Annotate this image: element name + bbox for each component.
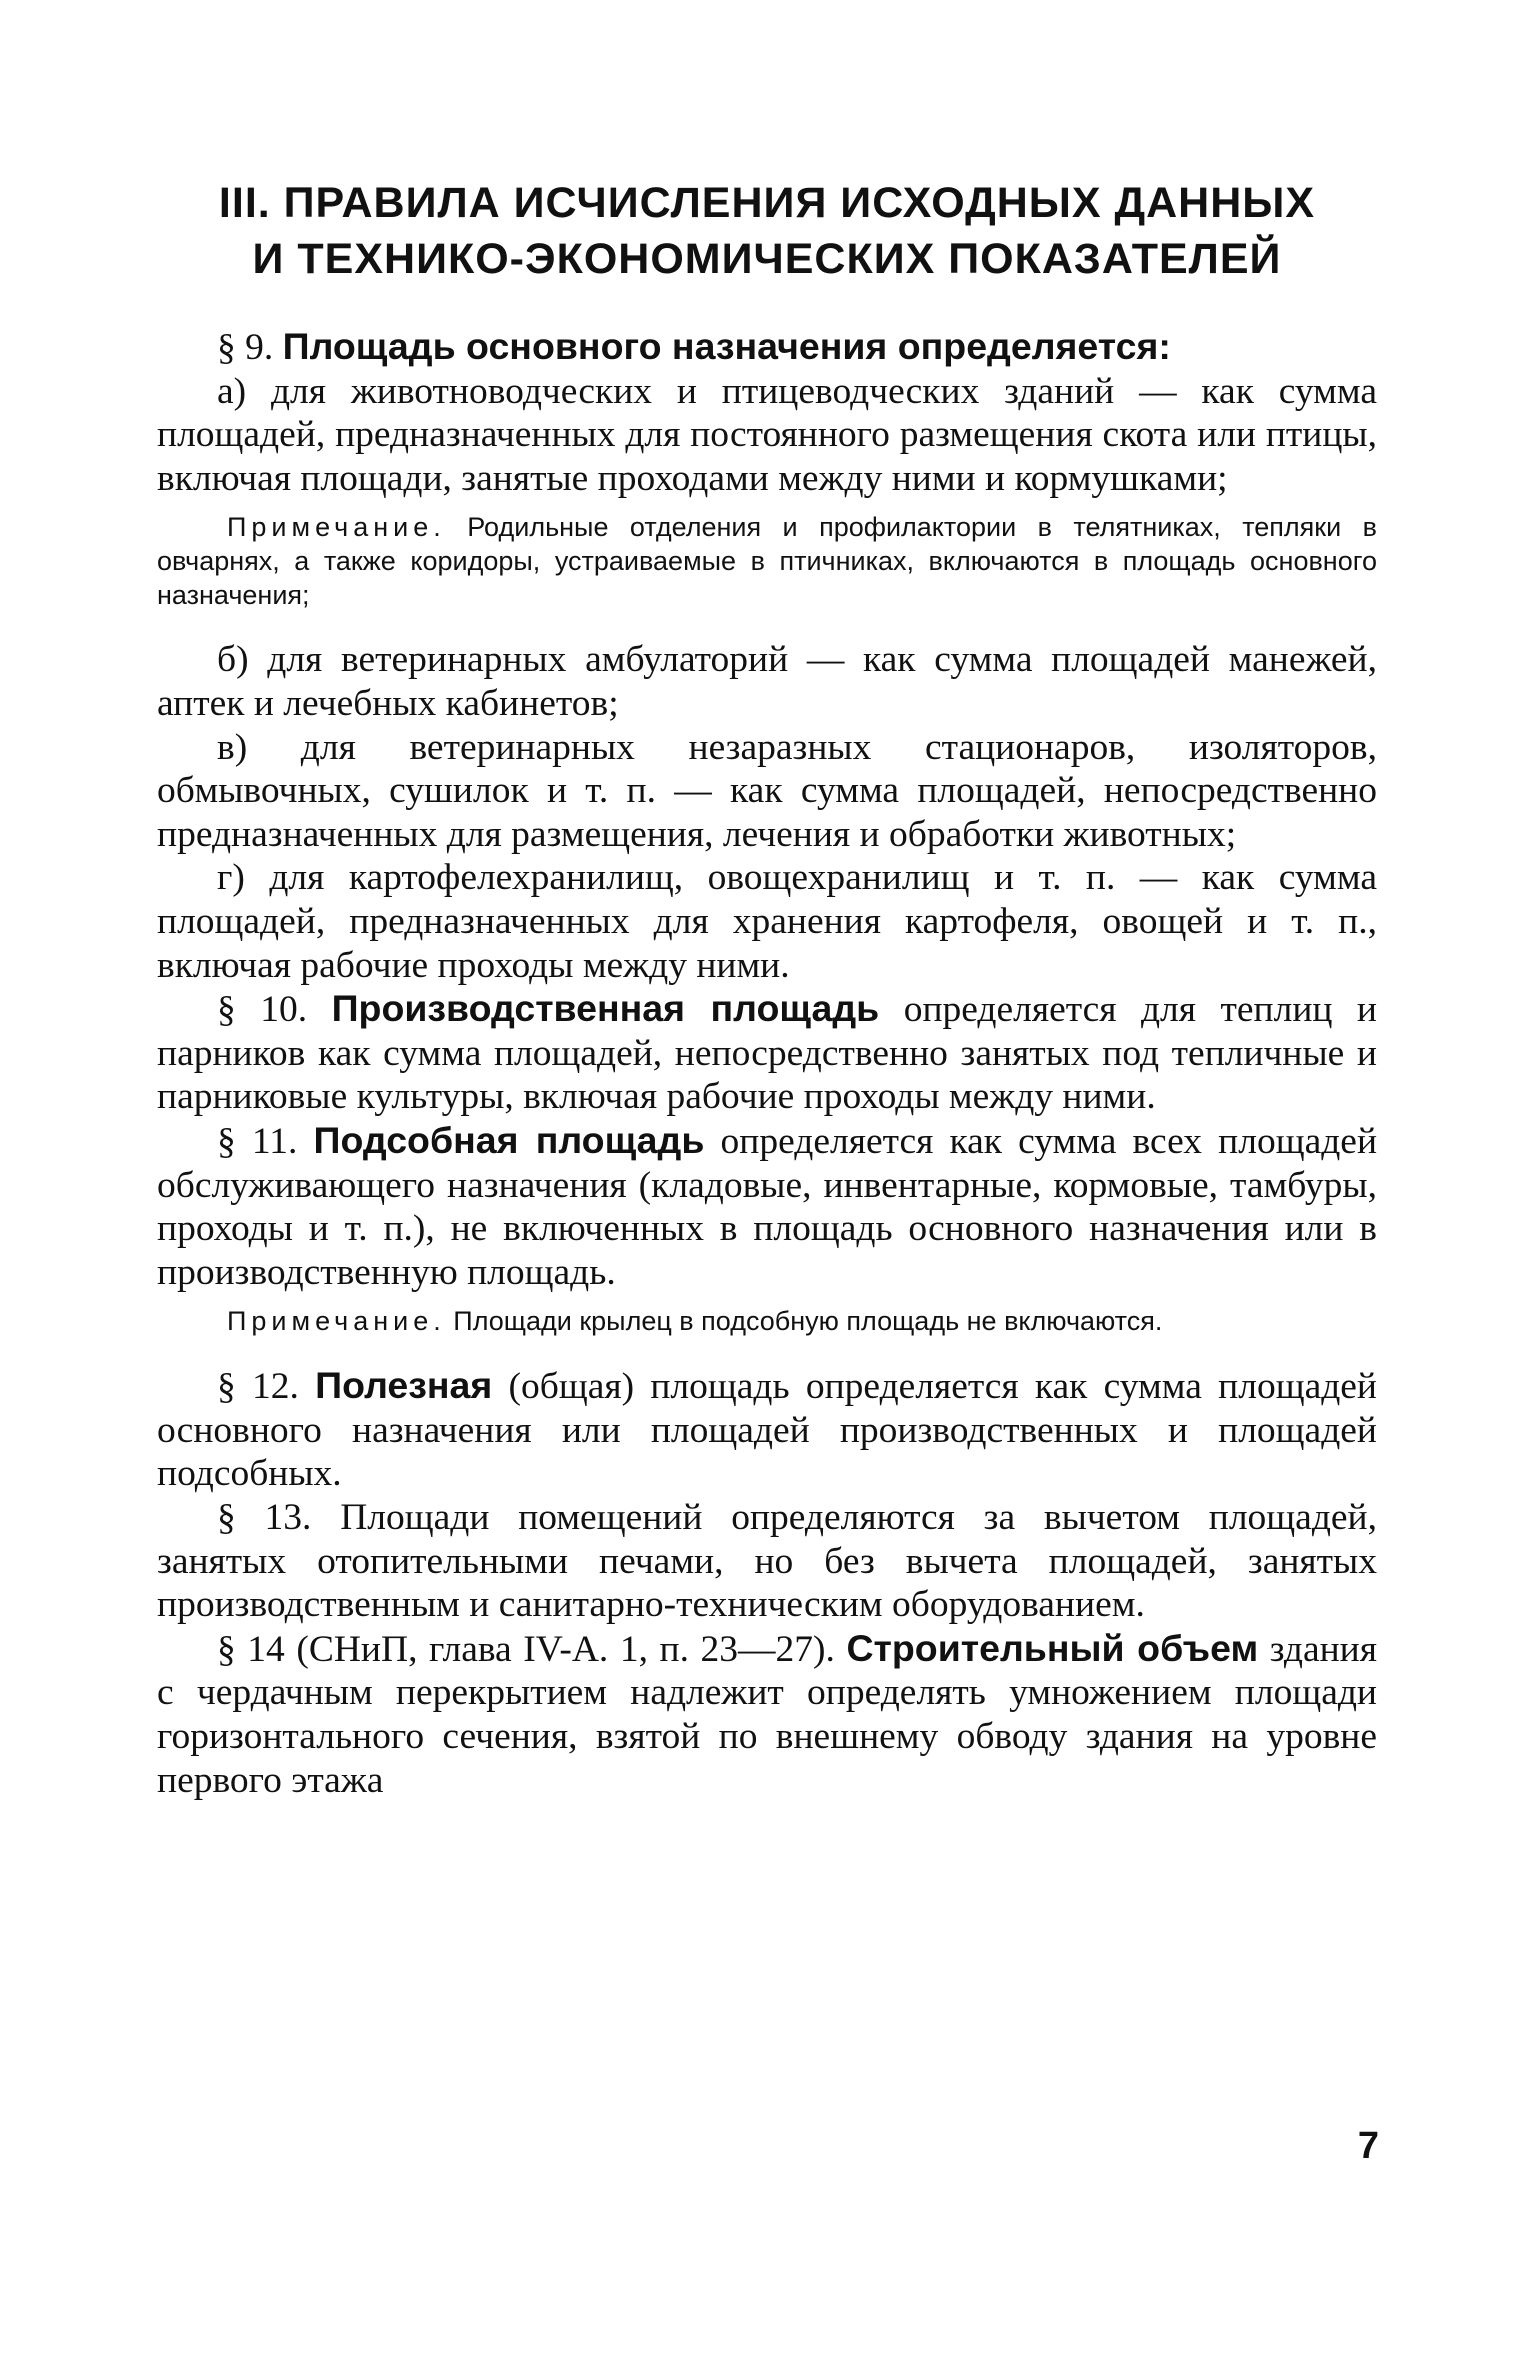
note-2-text: Площади крылец в подсобную площадь не включаются. <box>445 1306 1163 1337</box>
note-1-text: Родильные отделения и профилактории в телятниках, тепляки в овчарнях, а также коридоры, устраиваемые в птичниках, включаются в площадь основного назначения; <box>157 512 1377 611</box>
item-a: а) для животноводческих и птицеводческих зданий — как сумма площадей, предназначенных для постоянного размещения скота или птицы, включая площади, занятые проходами между ними и кормушками; <box>157 370 1377 499</box>
note-2 <box>157 1304 1377 1338</box>
term-useful-area: Полезная <box>315 1364 493 1407</box>
paragraph-12-text: (общая) площадь определяется как сумма площадей основного назначения или площадей производственных и площадей подсобных. <box>157 1366 1377 1495</box>
note-1-label: Примечание. <box>227 512 446 543</box>
term-building-volume: Строительный объем <box>846 1626 1259 1669</box>
section-number-10: § 10. <box>217 989 332 1031</box>
section-number-9: § 9. <box>217 327 283 368</box>
term-production-area: Производственная площадь <box>331 987 880 1030</box>
section-number-11: § 11. <box>217 1120 314 1162</box>
paragraph-13: § 13. Площади помещений определяются за вычетом площадей, занятых отопительными печами, но без вычета площадей, занятых производственным и санитарно-техническим оборудованием. <box>157 1497 1377 1626</box>
paragraph-14 <box>157 1627 1377 1802</box>
heading-line-1: III. ПРАВИЛА ИСЧИСЛЕНИЯ ИСХОДНЫХ ДАННЫХ <box>218 179 1316 227</box>
paragraph-10-text: определяется для теплиц и парников как сумма площадей, непосредственно занятых под тепличные и парниковые культуры, включая рабочие проходы между ними. <box>157 989 1378 1118</box>
paragraph-12 <box>157 1364 1377 1496</box>
heading-line-2: И ТЕХНИКО-ЭКОНОМИЧЕСКИХ ПОКАЗАТЕЛЕЙ <box>252 235 1282 283</box>
paragraph-11 <box>157 1119 1377 1294</box>
page-body <box>157 175 1377 1802</box>
note-2-label: Примечание. <box>227 1306 446 1337</box>
paragraph-9 <box>157 325 1377 370</box>
section-number-14: § 14 (СНиП, глава IV-А. 1, п. 23—27). <box>217 1628 847 1670</box>
paragraph-11-text: определяется как сумма всех площадей обслуживающего назначения (кладовые, инвентарные, кормовые, тамбуры, проходы и т. п.), не включенных в площадь основного назначения или в производственную площадь. <box>157 1120 1378 1293</box>
note-1 <box>157 510 1377 612</box>
term-auxiliary-area: Подсобная площадь <box>313 1118 705 1161</box>
paragraph-14-text: здания с чердачным перекрытием надлежит определять умножением площади горизонтального сечения, взятой по внешнему обводу здания на уровне первого этажа <box>157 1628 1377 1801</box>
section-heading <box>157 175 1377 287</box>
page-number: 7 <box>1357 2125 1379 2167</box>
item-g: г) для картофелехранилищ, овощехранилищ и т. п. — как сумма площадей, предназначенных для хранения картофеля, овощей и т. п., включая рабочие проходы между ними. <box>157 857 1377 986</box>
item-v: в) для ветеринарных незаразных стационаров, изоляторов, обмывочных, сушилок и т. п. — как сумма площадей, непосредственно предназначенных для размещения, лечения и обработки животных; <box>157 726 1377 855</box>
term-main-purpose-area: Площадь основного назначения определяется: <box>282 325 1171 367</box>
section-number-12: § 12. <box>217 1366 316 1408</box>
item-b: б) для ветеринарных амбулаторий — как сумма площадей манежей, аптек и лечебных кабинетов; <box>157 639 1377 724</box>
paragraph-10 <box>157 987 1377 1119</box>
